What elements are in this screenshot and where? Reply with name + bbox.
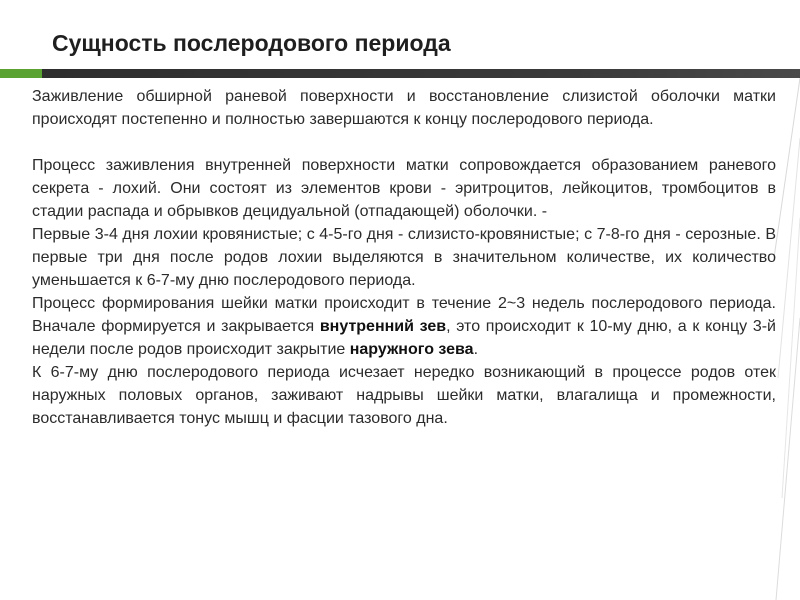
paragraph-lochia-stages: Первые 3-4 дня лохии кровянистые; с 4-5-го дня - слизисто-кровянистые; с 7-8-го дня - серозные. В первые три дня после родов лохии выделяются в значительном количестве, их количество уменьшается к 6-7-му дню послеродового периода. [32,226,776,289]
cervix-text-c: , это происходит к 10-му дню, а к концу 3-й недели после родов происходит закрытие [32,318,776,358]
paragraph-lochia-definition: Процесс заживления внутренней поверхности матки сопровождается образованием раневого секрета - лохий. Они состоят из элементов крови - эритроцитов, лейкоцитов, тромбоцитов в стадии распада и обрывков децидуальной (отпадающей) оболочки. - [32,157,776,220]
body-text [32,85,776,430]
cervix-text-a: Процесс формирования шейки матки происходит в течение 2~3 недель послеродового периода. Вначале формируется и закрывается [32,295,776,335]
paragraph-cervix [32,292,776,361]
paragraph-edema: К 6-7-му дню послеродового периода исчезает нередко возникающий в процессе родов отек наружных половых органов, заживают надрывы шейки матки, влагалища и промежности, восстанавливается тонус мышц и фасции тазового дна. [32,364,776,427]
accent-stripe [0,69,42,78]
slide-title: Сущность послеродового периода [52,30,451,56]
cervix-text-d: . [473,341,479,358]
title-rule [0,69,800,78]
cut-off-text-line [32,590,776,600]
header-divider [42,69,800,78]
paragraph-healing: Заживление обширной раневой поверхности и восстановление слизистой оболочки матки происходят постепенно и полностью завершаются к концу послеродового периода. [32,88,776,128]
decorative-lines [774,78,800,600]
cut-off-placeholder [32,590,776,600]
external-os-term: наружного зева [349,341,474,358]
internal-os-term: внутренний зев [319,318,447,335]
